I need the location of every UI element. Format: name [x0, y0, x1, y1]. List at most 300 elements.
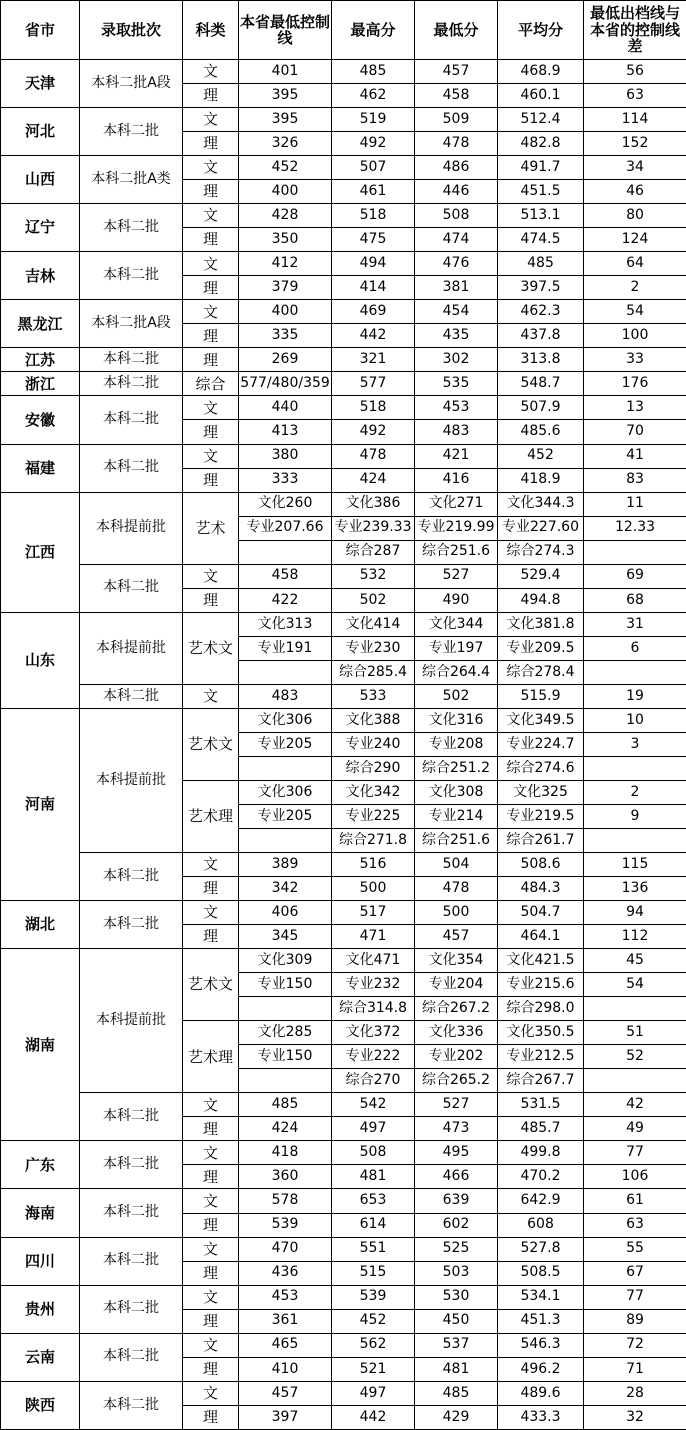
- province-cell: 江苏: [1, 348, 80, 372]
- province-cell: 福建: [1, 444, 80, 492]
- value-cell: 114: [584, 108, 686, 132]
- value-cell: 410: [239, 1357, 332, 1381]
- value-cell: [239, 756, 332, 780]
- value-cell: 70: [584, 420, 686, 444]
- value-cell: 文化306: [239, 708, 332, 732]
- value-cell: 492: [332, 132, 415, 156]
- value-cell: 515: [332, 1261, 415, 1285]
- province-cell: 四川: [1, 1237, 80, 1285]
- value-cell: 428: [239, 204, 332, 228]
- value-cell: 综合251.6: [415, 540, 498, 564]
- table-row: [1, 1093, 686, 1117]
- value-cell: 专业214: [415, 804, 498, 828]
- value-cell: 474: [415, 228, 498, 252]
- value-cell: 397.5: [498, 276, 584, 300]
- table-row: [1, 853, 686, 877]
- value-cell: 124: [584, 228, 686, 252]
- value-cell: 综合264.4: [415, 660, 498, 684]
- value-cell: 458: [239, 564, 332, 588]
- value-cell: 422: [239, 588, 332, 612]
- value-cell: 653: [332, 1189, 415, 1213]
- value-cell: 33: [584, 348, 686, 372]
- value-cell: 532: [332, 564, 415, 588]
- table-row: [1, 1141, 686, 1165]
- value-cell: 500: [332, 877, 415, 901]
- batch-cell: 本科提前批: [80, 949, 183, 1093]
- batch-cell: 本科提前批: [80, 612, 183, 684]
- value-cell: [239, 540, 332, 564]
- province-cell: 广东: [1, 1141, 80, 1189]
- value-cell: 468.9: [498, 60, 584, 84]
- value-cell: 专业202: [415, 1045, 498, 1069]
- value-cell: 345: [239, 925, 332, 949]
- value-cell: 10: [584, 708, 686, 732]
- value-cell: 综合261.7: [498, 829, 584, 853]
- value-cell: 6: [584, 636, 686, 660]
- category-cell: 文: [183, 300, 239, 324]
- value-cell: 2: [584, 780, 686, 804]
- value-cell: 专业197: [415, 636, 498, 660]
- value-cell: 496.2: [498, 1357, 584, 1381]
- value-cell: 446: [415, 180, 498, 204]
- category-cell: 理: [183, 1261, 239, 1285]
- value-cell: 专业205: [239, 732, 332, 756]
- value-cell: 综合271.8: [332, 829, 415, 853]
- value-cell: 400: [239, 300, 332, 324]
- value-cell: 497: [332, 1117, 415, 1141]
- value-cell: [584, 829, 686, 853]
- value-cell: 500: [415, 901, 498, 925]
- value-cell: 478: [415, 132, 498, 156]
- category-cell: 理: [183, 420, 239, 444]
- batch-cell: 本科二批: [80, 564, 183, 612]
- value-cell: 360: [239, 1165, 332, 1189]
- value-cell: 文化349.5: [498, 708, 584, 732]
- category-cell: 艺术文: [183, 949, 239, 1021]
- batch-cell: 本科二批: [80, 444, 183, 492]
- value-cell: 465: [239, 1333, 332, 1357]
- value-cell: 458: [415, 84, 498, 108]
- value-cell: 639: [415, 1189, 498, 1213]
- value-cell: 395: [239, 108, 332, 132]
- value-cell: 28: [584, 1381, 686, 1405]
- value-cell: 专业209.5: [498, 636, 584, 660]
- value-cell: 464.1: [498, 925, 584, 949]
- value-cell: 485.7: [498, 1117, 584, 1141]
- value-cell: 470.2: [498, 1165, 584, 1189]
- value-cell: 491.7: [498, 156, 584, 180]
- value-cell: 476: [415, 252, 498, 276]
- value-cell: 548.7: [498, 372, 584, 396]
- batch-cell: 本科二批: [80, 1141, 183, 1189]
- value-cell: 457: [415, 60, 498, 84]
- value-cell: 专业219.5: [498, 804, 584, 828]
- value-cell: 313.8: [498, 348, 584, 372]
- value-cell: 361: [239, 1309, 332, 1333]
- category-cell: 理: [183, 1213, 239, 1237]
- header-avg-score: 平均分: [498, 1, 584, 60]
- batch-cell: 本科二批A段: [80, 300, 183, 348]
- value-cell: 502: [332, 588, 415, 612]
- value-cell: 453: [239, 1285, 332, 1309]
- header-diff: 最低出档线与本省的控制线差: [584, 1, 686, 60]
- value-cell: 72: [584, 1333, 686, 1357]
- category-cell: 理: [183, 588, 239, 612]
- value-cell: 326: [239, 132, 332, 156]
- value-cell: 485: [498, 252, 584, 276]
- value-cell: 424: [239, 1117, 332, 1141]
- category-cell: 理: [183, 132, 239, 156]
- category-cell: 艺术文: [183, 708, 239, 780]
- value-cell: 文化342: [332, 780, 415, 804]
- table-row: [1, 612, 686, 636]
- value-cell: 34: [584, 156, 686, 180]
- value-cell: 512.4: [498, 108, 584, 132]
- value-cell: 67: [584, 1261, 686, 1285]
- value-cell: 518: [332, 204, 415, 228]
- batch-cell: 本科二批: [80, 684, 183, 708]
- value-cell: 89: [584, 1309, 686, 1333]
- value-cell: 406: [239, 901, 332, 925]
- value-cell: 321: [332, 348, 415, 372]
- value-cell: 综合290: [332, 756, 415, 780]
- category-cell: 理: [183, 1165, 239, 1189]
- value-cell: 436: [239, 1261, 332, 1285]
- value-cell: 381: [415, 276, 498, 300]
- value-cell: 文化386: [332, 492, 415, 516]
- value-cell: 535: [415, 372, 498, 396]
- table-row: [1, 300, 686, 324]
- value-cell: 537: [415, 1333, 498, 1357]
- value-cell: 389: [239, 853, 332, 877]
- header-control-line: 本省最低控制线: [239, 1, 332, 60]
- value-cell: 451.3: [498, 1309, 584, 1333]
- value-cell: 484.3: [498, 877, 584, 901]
- value-cell: 专业230: [332, 636, 415, 660]
- province-cell: 江西: [1, 492, 80, 612]
- value-cell: 115: [584, 853, 686, 877]
- value-cell: 461: [332, 180, 415, 204]
- value-cell: 专业205: [239, 804, 332, 828]
- value-cell: 专业208: [415, 732, 498, 756]
- value-cell: 302: [415, 348, 498, 372]
- value-cell: 503: [415, 1261, 498, 1285]
- table-row: [1, 396, 686, 420]
- value-cell: 83: [584, 468, 686, 492]
- category-cell: 文: [183, 396, 239, 420]
- batch-cell: 本科提前批: [80, 492, 183, 564]
- value-cell: [239, 997, 332, 1021]
- value-cell: 综合267.2: [415, 997, 498, 1021]
- value-cell: [239, 829, 332, 853]
- value-cell: 529.4: [498, 564, 584, 588]
- table-row: [1, 60, 686, 84]
- header-province: 省市: [1, 1, 80, 60]
- category-cell: 文: [183, 108, 239, 132]
- value-cell: 478: [332, 444, 415, 468]
- category-cell: 文: [183, 1189, 239, 1213]
- category-cell: 艺术理: [183, 780, 239, 852]
- value-cell: 63: [584, 1213, 686, 1237]
- value-cell: 3: [584, 732, 686, 756]
- value-cell: 527: [415, 564, 498, 588]
- value-cell: 527.8: [498, 1237, 584, 1261]
- province-cell: 河北: [1, 108, 80, 156]
- batch-cell: 本科二批: [80, 252, 183, 300]
- value-cell: 文化309: [239, 949, 332, 973]
- province-cell: 天津: [1, 60, 80, 108]
- value-cell: 435: [415, 324, 498, 348]
- category-cell: 艺术文: [183, 612, 239, 684]
- value-cell: 521: [332, 1357, 415, 1381]
- value-cell: 483: [239, 684, 332, 708]
- category-cell: 文: [183, 444, 239, 468]
- value-cell: 457: [415, 925, 498, 949]
- value-cell: 483: [415, 420, 498, 444]
- category-cell: 文: [183, 252, 239, 276]
- value-cell: 文化354: [415, 949, 498, 973]
- value-cell: 2: [584, 276, 686, 300]
- value-cell: 69: [584, 564, 686, 588]
- value-cell: [239, 1069, 332, 1093]
- value-cell: 152: [584, 132, 686, 156]
- table-row: [1, 444, 686, 468]
- province-cell: 云南: [1, 1333, 80, 1381]
- value-cell: 474.5: [498, 228, 584, 252]
- table-row: [1, 1381, 686, 1405]
- batch-cell: 本科二批A类: [80, 156, 183, 204]
- batch-cell: 本科二批: [80, 1093, 183, 1141]
- batch-cell: 本科二批: [80, 108, 183, 156]
- value-cell: 77: [584, 1285, 686, 1309]
- value-cell: 602: [415, 1213, 498, 1237]
- table-row: [1, 1189, 686, 1213]
- value-cell: 450: [415, 1309, 498, 1333]
- province-cell: 湖南: [1, 949, 80, 1141]
- value-cell: 文化306: [239, 780, 332, 804]
- value-cell: 综合287: [332, 540, 415, 564]
- value-cell: 269: [239, 348, 332, 372]
- value-cell: 文化260: [239, 492, 332, 516]
- batch-cell: 本科二批: [80, 1285, 183, 1333]
- category-cell: 理: [183, 324, 239, 348]
- header-min-score: 最低分: [415, 1, 498, 60]
- value-cell: 452: [332, 1309, 415, 1333]
- table-row: [1, 901, 686, 925]
- province-cell: 辽宁: [1, 204, 80, 252]
- value-cell: 531.5: [498, 1093, 584, 1117]
- value-cell: 473: [415, 1117, 498, 1141]
- value-cell: [584, 997, 686, 1021]
- batch-cell: 本科二批: [80, 1381, 183, 1429]
- value-cell: 437.8: [498, 324, 584, 348]
- category-cell: 艺术理: [183, 1021, 239, 1093]
- table-row: [1, 156, 686, 180]
- category-cell: 理: [183, 228, 239, 252]
- category-cell: 理: [183, 1309, 239, 1333]
- header-batch: 录取批次: [80, 1, 183, 60]
- value-cell: 442: [332, 324, 415, 348]
- category-cell: 文: [183, 684, 239, 708]
- category-cell: 理: [183, 925, 239, 949]
- category-cell: 文: [183, 1093, 239, 1117]
- category-cell: 理: [183, 276, 239, 300]
- value-cell: 400: [239, 180, 332, 204]
- value-cell: 54: [584, 300, 686, 324]
- value-cell: 471: [332, 925, 415, 949]
- value-cell: 46: [584, 180, 686, 204]
- value-cell: 642.9: [498, 1189, 584, 1213]
- value-cell: 539: [332, 1285, 415, 1309]
- value-cell: 418: [239, 1141, 332, 1165]
- value-cell: 504: [415, 853, 498, 877]
- value-cell: 专业227.60: [498, 516, 584, 540]
- value-cell: 509: [415, 108, 498, 132]
- value-cell: 52: [584, 1045, 686, 1069]
- header-category: 科类: [183, 1, 239, 60]
- category-cell: 理: [183, 877, 239, 901]
- value-cell: 562: [332, 1333, 415, 1357]
- value-cell: 452: [498, 444, 584, 468]
- value-cell: 478: [415, 877, 498, 901]
- value-cell: 71: [584, 1357, 686, 1381]
- value-cell: 综合298.0: [498, 997, 584, 1021]
- value-cell: 61: [584, 1189, 686, 1213]
- value-cell: 516: [332, 853, 415, 877]
- batch-cell: 本科二批: [80, 348, 183, 372]
- value-cell: 文化336: [415, 1021, 498, 1045]
- value-cell: 414: [332, 276, 415, 300]
- value-cell: 452: [239, 156, 332, 180]
- table-row: [1, 1237, 686, 1261]
- table-body: [1, 60, 686, 1430]
- value-cell: 380: [239, 444, 332, 468]
- value-cell: 文化471: [332, 949, 415, 973]
- value-cell: 333: [239, 468, 332, 492]
- value-cell: 470: [239, 1237, 332, 1261]
- value-cell: 专业240: [332, 732, 415, 756]
- province-cell: 湖北: [1, 901, 80, 949]
- value-cell: 文化381.8: [498, 612, 584, 636]
- value-cell: 文化316: [415, 708, 498, 732]
- value-cell: 综合285.4: [332, 660, 415, 684]
- value-cell: 94: [584, 901, 686, 925]
- value-cell: 401: [239, 60, 332, 84]
- value-cell: 454: [415, 300, 498, 324]
- value-cell: 504.7: [498, 901, 584, 925]
- value-cell: 397: [239, 1405, 332, 1429]
- value-cell: 494: [332, 252, 415, 276]
- value-cell: 577: [332, 372, 415, 396]
- table-row: [1, 684, 686, 708]
- value-cell: 专业150: [239, 973, 332, 997]
- value-cell: 31: [584, 612, 686, 636]
- value-cell: 482.8: [498, 132, 584, 156]
- value-cell: 综合274.6: [498, 756, 584, 780]
- value-cell: 68: [584, 588, 686, 612]
- category-cell: 理: [183, 348, 239, 372]
- value-cell: 416: [415, 468, 498, 492]
- category-cell: 文: [183, 853, 239, 877]
- value-cell: 12.33: [584, 516, 686, 540]
- value-cell: 49: [584, 1117, 686, 1141]
- value-cell: 51: [584, 1021, 686, 1045]
- value-cell: 578: [239, 1189, 332, 1213]
- value-cell: 460.1: [498, 84, 584, 108]
- value-cell: 442: [332, 1405, 415, 1429]
- header-row: [1, 1, 686, 60]
- value-cell: 综合314.8: [332, 997, 415, 1021]
- value-cell: 485.6: [498, 420, 584, 444]
- province-cell: 浙江: [1, 372, 80, 396]
- table-row: [1, 492, 686, 516]
- province-cell: 黑龙江: [1, 300, 80, 348]
- value-cell: 525: [415, 1237, 498, 1261]
- category-cell: 文: [183, 564, 239, 588]
- value-cell: 485: [332, 60, 415, 84]
- value-cell: 专业215.6: [498, 973, 584, 997]
- category-cell: 文: [183, 204, 239, 228]
- value-cell: 文化308: [415, 780, 498, 804]
- value-cell: 176: [584, 372, 686, 396]
- table-row: [1, 348, 686, 372]
- category-cell: 文: [183, 1141, 239, 1165]
- value-cell: 457: [239, 1381, 332, 1405]
- value-cell: 335: [239, 324, 332, 348]
- value-cell: 485: [415, 1381, 498, 1405]
- value-cell: 文化344.3: [498, 492, 584, 516]
- value-cell: 专业204: [415, 973, 498, 997]
- value-cell: 481: [332, 1165, 415, 1189]
- value-cell: 534.1: [498, 1285, 584, 1309]
- table-row: [1, 372, 686, 396]
- value-cell: 486: [415, 156, 498, 180]
- value-cell: 515.9: [498, 684, 584, 708]
- value-cell: 综合278.4: [498, 660, 584, 684]
- value-cell: 11: [584, 492, 686, 516]
- table-row: [1, 252, 686, 276]
- batch-cell: 本科提前批: [80, 708, 183, 852]
- value-cell: 481: [415, 1357, 498, 1381]
- value-cell: 文化344: [415, 612, 498, 636]
- value-cell: 527: [415, 1093, 498, 1117]
- value-cell: 451.5: [498, 180, 584, 204]
- value-cell: 513.1: [498, 204, 584, 228]
- table-row: [1, 108, 686, 132]
- value-cell: 469: [332, 300, 415, 324]
- value-cell: 412: [239, 252, 332, 276]
- province-cell: 陕西: [1, 1381, 80, 1429]
- value-cell: 文化325: [498, 780, 584, 804]
- value-cell: 507: [332, 156, 415, 180]
- category-cell: 理: [183, 1357, 239, 1381]
- category-cell: 理: [183, 180, 239, 204]
- category-cell: 理: [183, 1117, 239, 1141]
- value-cell: 文化421.5: [498, 949, 584, 973]
- category-cell: 文: [183, 901, 239, 925]
- value-cell: 494.8: [498, 588, 584, 612]
- value-cell: 499.8: [498, 1141, 584, 1165]
- province-cell: 山东: [1, 612, 80, 708]
- category-cell: 综合: [183, 372, 239, 396]
- category-cell: 文: [183, 1381, 239, 1405]
- value-cell: 综合251.2: [415, 756, 498, 780]
- value-cell: 19: [584, 684, 686, 708]
- value-cell: 专业225: [332, 804, 415, 828]
- value-cell: 508.6: [498, 853, 584, 877]
- value-cell: 508: [332, 1141, 415, 1165]
- value-cell: 577/480/359: [239, 372, 332, 396]
